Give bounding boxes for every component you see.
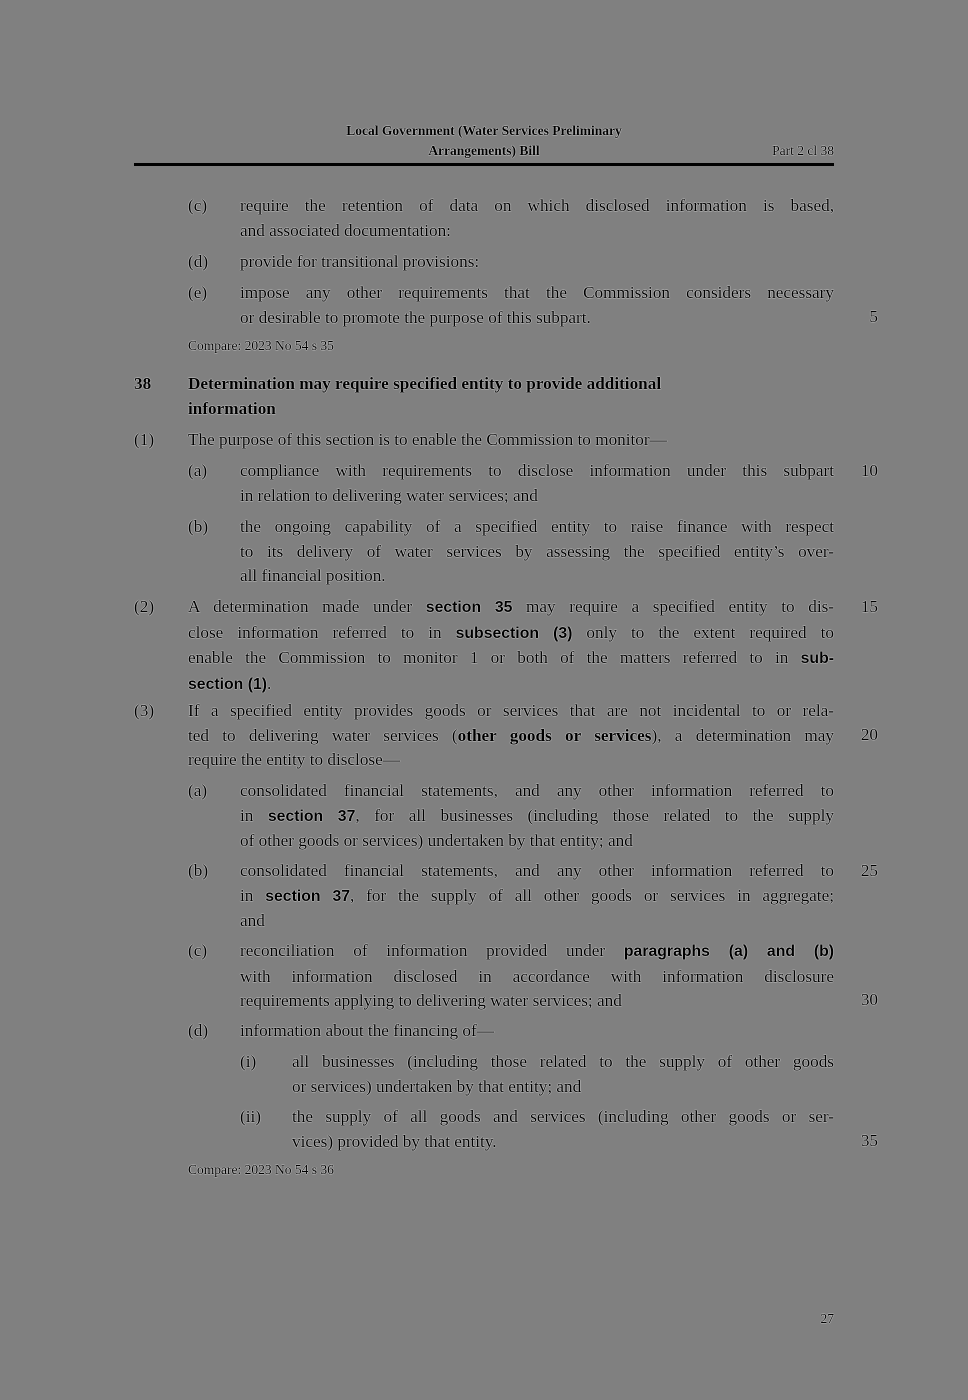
paragraph-label: (d) <box>188 252 209 271</box>
text-run: , for all businesses (including those related to the supply <box>355 805 834 825</box>
paragraph-text-line: require the retention of data on which disclosed information is based, <box>240 196 834 215</box>
page-number: 27 <box>820 1311 834 1326</box>
subparagraph-label: (i) <box>240 1052 257 1071</box>
paragraph-text-line: with information disclosed in accordance with information disclosure <box>240 966 834 986</box>
text-run: only to the extent required to <box>572 622 834 642</box>
text-run: ), a determination may <box>651 725 835 745</box>
paragraph-label: (a) <box>188 781 208 800</box>
paragraph-label: (b) <box>188 517 209 536</box>
subsection-text-line <box>188 672 834 698</box>
text-run: reconciliation of information provided under <box>240 941 624 960</box>
paragraph-text-line: the ongoing capability of a specified entity to raise finance with respect <box>240 517 834 536</box>
cross-reference-subsection-1[interactable]: sub- <box>800 650 834 667</box>
paragraph-label: (e) <box>188 283 208 302</box>
text-run: may require a specified entity to dis- <box>512 597 835 616</box>
subparagraph-text-line: all businesses (including those related to the supply of other goods <box>292 1052 834 1071</box>
paragraph-text-line: of other goods or services) undertaken by that entity; and <box>240 831 633 850</box>
cross-reference-section-35[interactable]: section 35 <box>425 599 513 616</box>
subsection-lead: The purpose of this section is to enable the Commission to monitor— <box>188 430 667 449</box>
paragraph-text-line: in relation to delivering water services; and <box>240 485 538 505</box>
text-run: ted to delivering water services ( <box>188 725 458 745</box>
cross-reference-paragraphs-a-b[interactable]: paragraphs (a) and (b) <box>623 943 835 960</box>
text-run: A determination made under <box>188 597 426 616</box>
subsection-text-line <box>188 621 834 647</box>
paragraph-text-line: consolidated financial statements, and any other information referred to <box>240 861 834 880</box>
text-run: , for the supply of all other goods or services in aggregate; <box>350 885 834 905</box>
subparagraph-text-line: the supply of all goods and services (including other goods or ser- <box>292 1107 834 1126</box>
paragraph-text-line: requirements applying to delivering water services; and <box>240 991 622 1010</box>
line-number: 10 <box>860 461 878 480</box>
text-run: enable the Commission to monitor 1 or both of the matters referred to in <box>188 648 801 667</box>
subsection-label: (3) <box>134 701 155 720</box>
text-run: . <box>267 673 272 693</box>
part-clause-reference: Part 2 cl 38 <box>772 143 834 158</box>
paragraph-text-line: and <box>240 911 265 930</box>
subparagraph-text-line: or services) undertaken by that entity; and <box>292 1076 582 1096</box>
line-number: 30 <box>860 990 878 1009</box>
subsection-text-line: require the entity to disclose— <box>188 750 400 769</box>
subsection-text-line: If a specified entity provides goods or services that are not incidental to or rela- <box>188 701 834 720</box>
subsection-label: (2) <box>134 597 155 616</box>
subsection-text-line <box>188 724 834 749</box>
line-number: 15 <box>860 597 878 616</box>
text-run: in <box>240 805 268 825</box>
paragraph-text-line: impose any other requirements that the Commission considers necessary <box>240 283 834 302</box>
paragraph-text-line <box>240 804 834 830</box>
paragraph-label: (d) <box>188 1021 209 1040</box>
paragraph-lead: information about the financing of— <box>240 1021 494 1040</box>
paragraph-label: (b) <box>188 861 209 880</box>
subparagraph-text-line: vices) provided by that entity. <box>292 1131 497 1151</box>
section-heading-line: Determination may require specified entity to provide additional <box>188 374 662 393</box>
subsection-text-line <box>188 595 834 621</box>
text-run: in <box>240 885 266 905</box>
line-number: 35 <box>860 1131 878 1150</box>
paragraph-text-line <box>240 939 834 965</box>
bill-title-line-2: Arrangements) Bill <box>428 143 540 158</box>
section-heading-line: information <box>188 398 276 418</box>
paragraph-text-line: or desirable to promote the purpose of this subpart. <box>240 307 591 327</box>
compare-note: Compare: 2023 No 54 s 36 <box>188 1162 334 1177</box>
paragraph-text-line: to its delivery of water services by assessing the specified entity’s over- <box>240 541 834 561</box>
subsection-label: (1) <box>134 430 155 449</box>
cross-reference-subsection-3[interactable]: subsection (3) <box>455 624 573 642</box>
bill-title-line-1: Local Government (Water Services Preliminary <box>346 123 622 138</box>
paragraph-label: (a) <box>188 461 208 480</box>
defined-term: other goods or services <box>457 725 652 745</box>
paragraph-text-line: all financial position. <box>240 566 386 585</box>
paragraph-label: (c) <box>188 196 208 215</box>
subsection-text-line <box>188 646 834 672</box>
cross-reference-subsection-1[interactable]: section (1) <box>188 675 267 693</box>
compare-note: Compare: 2023 No 54 s 35 <box>188 338 334 353</box>
line-number: 25 <box>860 861 878 880</box>
line-number: 20 <box>860 725 878 744</box>
paragraph-label: (c) <box>188 941 208 960</box>
paragraph-text-line: provide for transitional provisions: <box>240 252 480 271</box>
text-run: close information referred to in <box>188 622 456 642</box>
cross-reference-section-37[interactable]: section 37 <box>267 807 356 825</box>
paragraph-text-line: consolidated financial statements, and any other information referred to <box>240 781 834 800</box>
subparagraph-label: (ii) <box>240 1107 261 1126</box>
paragraph-text-line: and associated documentation: <box>240 220 451 240</box>
line-number: 5 <box>869 307 878 326</box>
paragraph-text-line <box>240 884 834 910</box>
running-header <box>134 121 834 165</box>
header-rule <box>134 163 834 166</box>
paragraph-text-line: compliance with requirements to disclose information under this subpart <box>240 461 834 480</box>
section-number: 38 <box>134 374 152 393</box>
cross-reference-section-37[interactable]: section 37 <box>265 887 351 905</box>
